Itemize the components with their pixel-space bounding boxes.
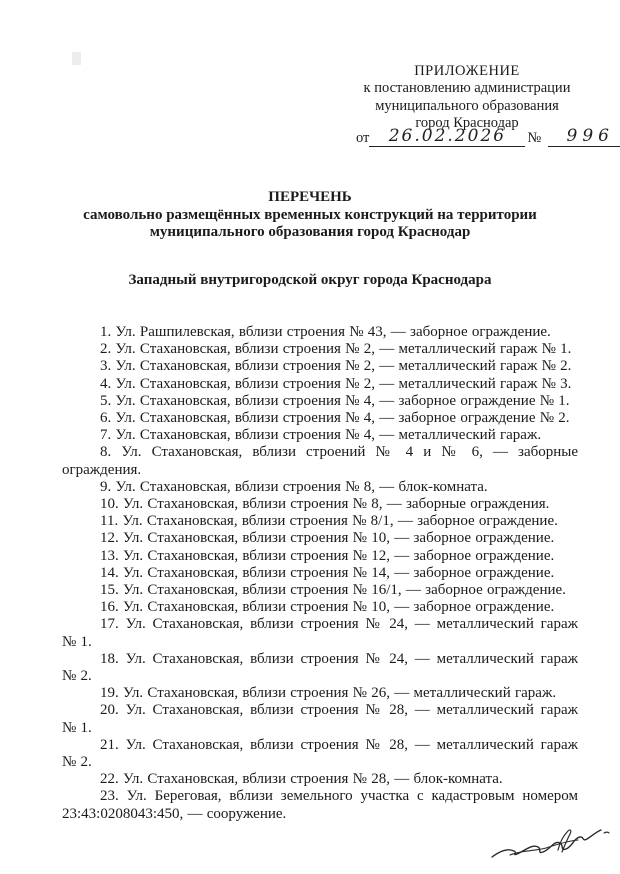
list-item: 13. Ул. Стахановская, вблизи строения № 12, — заборное ограждение. (100, 547, 555, 564)
number-label: № (527, 130, 542, 146)
handwritten-date: 26.02.2026 (388, 126, 507, 146)
list-item: 22. Ул. Стахановская, вблизи строения № 28, — блок-комната. (100, 771, 503, 788)
date-prefix: от (356, 130, 370, 146)
list-item: 23. Ул. Береговая, вблизи земельного участка с кадастровым номером 23:43:0208043:450, — сооружение. (62, 788, 578, 822)
appendix-line-3: город Краснодар (415, 115, 519, 132)
list-item: 19. Ул. Стахановская, вблизи строения № 26, — металлический гараж. (100, 685, 557, 702)
scan-artifact (72, 52, 81, 65)
handwritten-signature-icon (488, 824, 610, 866)
document-title (30, 189, 590, 242)
list-item: 9. Ул. Стахановская, вблизи строения № 8, — блок-комната. (100, 478, 488, 495)
appendix-label: ПРИЛОЖЕНИЕ (414, 63, 520, 79)
list-item: 5. Ул. Стахановская, вблизи строения № 4, — заборное ограждение № 1. (100, 392, 570, 409)
appendix-header (350, 63, 584, 133)
date-blank (369, 127, 525, 147)
title-heading: ПЕРЕЧЕНЬ (268, 189, 352, 205)
title-subtitle-line-1: самовольно размещённых временных конструкций на территории (83, 206, 537, 223)
list-item: 21. Ул. Стахановская, вблизи строения № 28, — металлический гараж № 2. (62, 736, 578, 771)
list-item: 12. Ул. Стахановская, вблизи строения № 10, — заборное ограждение. (100, 530, 555, 547)
handwritten-number: 996 (566, 126, 614, 146)
date-number-row (356, 127, 620, 147)
list-item: 3. Ул. Стахановская, вблизи строения № 2, — металлический гараж № 2. (100, 358, 572, 375)
list-item: 14. Ул. Стахановская, вблизи строения № 14, — заборное ограждение. (100, 564, 555, 581)
list-item: 20. Ул. Стахановская, вблизи строения № 28, — металлический гараж № 1. (62, 702, 578, 736)
number-blank (548, 127, 620, 147)
list-item: 11. Ул. Стахановская, вблизи строения № 8/1, — заборное ограждение. (100, 513, 558, 530)
list-item: 10. Ул. Стахановская, вблизи строения № 8, — заборные ограждения. (100, 496, 550, 513)
section-heading: Западный внутригородской округ города Краснодара (128, 272, 492, 288)
list-item: 18. Ул. Стахановская, вблизи строения № 24, — металлический гараж № 2. (62, 650, 578, 685)
appendix-line-1: к постановлению администрации (363, 80, 571, 97)
list-item: 16. Ул. Стахановская, вблизи строения № 10, — заборное ограждение. (100, 599, 555, 616)
list-item: 8. Ул. Стахановская, вблизи строений № 4 и № 6, — заборные ограждения. (62, 444, 578, 478)
construction-list (62, 324, 578, 823)
list-item: 2. Ул. Стахановская, вблизи строения № 2, — металлический гараж № 1. (100, 341, 572, 358)
list-item: 17. Ул. Стахановская, вблизи строения № 24, — металлический гараж № 1. (62, 616, 578, 650)
list-item: 7. Ул. Стахановская, вблизи строения № 4, — металлический гараж. (100, 427, 542, 444)
list-item: 4. Ул. Стахановская, вблизи строения № 2, — металлический гараж № 3. (100, 375, 572, 392)
list-item: 6. Ул. Стахановская, вблизи строения № 4, — заборное ограждение № 2. (100, 410, 570, 427)
list-item: 15. Ул. Стахановская, вблизи строения № 16/1, — заборное ограждение. (100, 582, 566, 599)
title-subtitle-line-2: муниципального образования город Краснодар (149, 224, 471, 241)
list-item: 1. Ул. Рашпилевская, вблизи строения № 43, — заборное ограждение. (100, 324, 551, 340)
appendix-line-2: муниципального образования (375, 97, 559, 114)
